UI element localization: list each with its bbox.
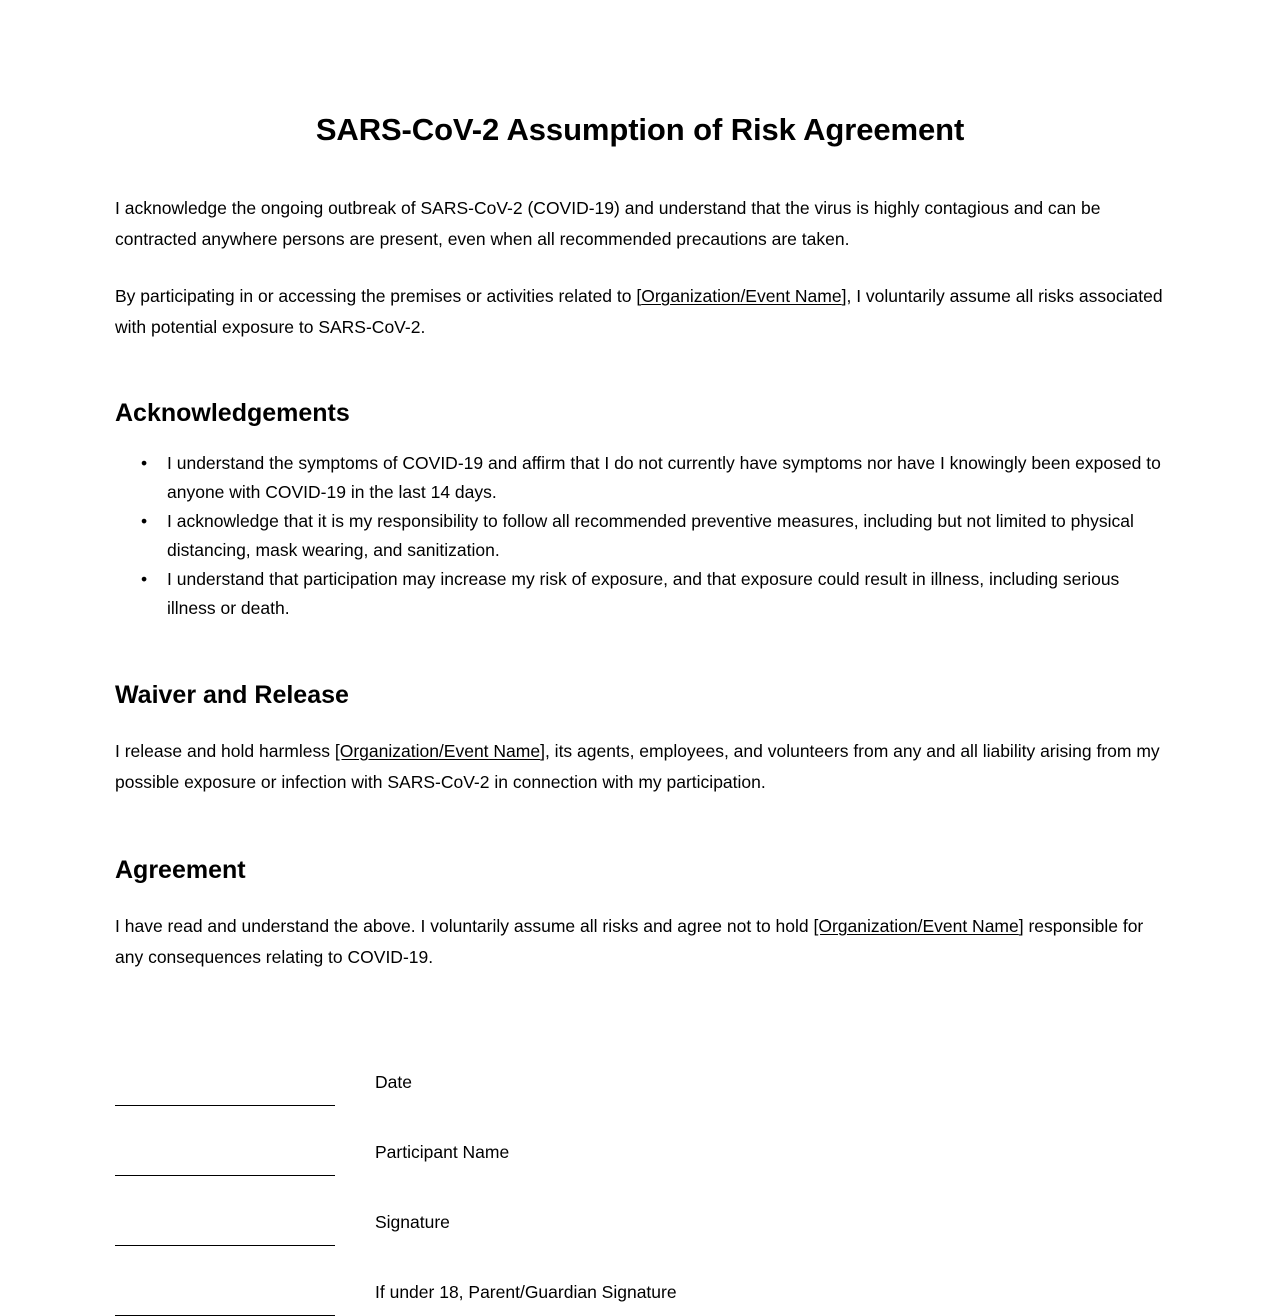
waiver-paragraph [115, 710, 1165, 798]
signature-label-guardian-signature: If under 18, Parent/Guardian Signature [375, 1282, 677, 1303]
intro-paragraph-2-text-before: By participating in or accessing the premises or activities related to [ [115, 286, 642, 307]
signature-row-participant-name [115, 1106, 1165, 1176]
agreement-paragraph [115, 885, 1165, 973]
acknowledgements-list [115, 428, 1165, 623]
signature-label-date: Date [375, 1072, 412, 1093]
list-item: • I understand the symptoms of COVID-19 and affirm that I do not currently have symptoms nor have I knowingly been exposed to anyone with COVID-19 in the last 14 days. [153, 449, 1165, 507]
signature-block [115, 973, 1165, 1316]
signature-label-signature: Signature [375, 1212, 450, 1233]
waiver-text-after: ], its agents, employees, and volunteers from any and all liability arising from my possible exposure or infection with SARS-CoV-2 in connection with my participation. [115, 741, 1160, 793]
signature-label-participant-name: Participant Name [375, 1142, 510, 1163]
section-heading-waiver-and-release: Waiver and Release [115, 681, 349, 710]
signature-row-signature [115, 1176, 1165, 1246]
list-item: • I understand that participation may increase my risk of exposure, and that exposure could result in illness, including serious illness or death. [153, 565, 1165, 623]
organization-event-name-placeholder: Organization/Event Name [641, 286, 842, 307]
section-heading-agreement: Agreement [115, 856, 246, 885]
intro-paragraph-1: I acknowledge the ongoing outbreak of SARS-CoV-2 (COVID-19) and understand that the virus is highly contagious and can be contracted anywhere persons are present, even when all recommended precautions are taken. [115, 198, 1101, 250]
document-content [115, 0, 1165, 1316]
page-title: SARS-CoV-2 Assumption of Risk Agreement [315, 112, 965, 147]
list-item: • I acknowledge that it is my responsibility to follow all recommended preventive measures, including but not limited to physical distancing, mask wearing, and sanitization. [153, 507, 1165, 565]
signature-row-guardian-signature [115, 1246, 1165, 1316]
waiver-text-before: I release and hold harmless [115, 741, 335, 762]
intro-paragraph-2 [115, 255, 1165, 343]
organization-event-name-placeholder: [Organization/Event Name [813, 916, 1019, 937]
agreement-text-after: ] responsible for any consequences relating to COVID-19. [115, 916, 1144, 968]
agreement-text-before: I have read and understand the above. I voluntarily assume all risks and agree not to hold [115, 916, 814, 937]
signature-row-date [115, 1036, 1165, 1106]
section-heading-acknowledgements: Acknowledgements [115, 399, 350, 428]
intro-paragraph-2-text-after: ], I voluntarily assume all risks associated with potential exposure to SARS-CoV-2. [115, 286, 1163, 338]
organization-event-name-placeholder: [Organization/Event Name [334, 741, 541, 762]
